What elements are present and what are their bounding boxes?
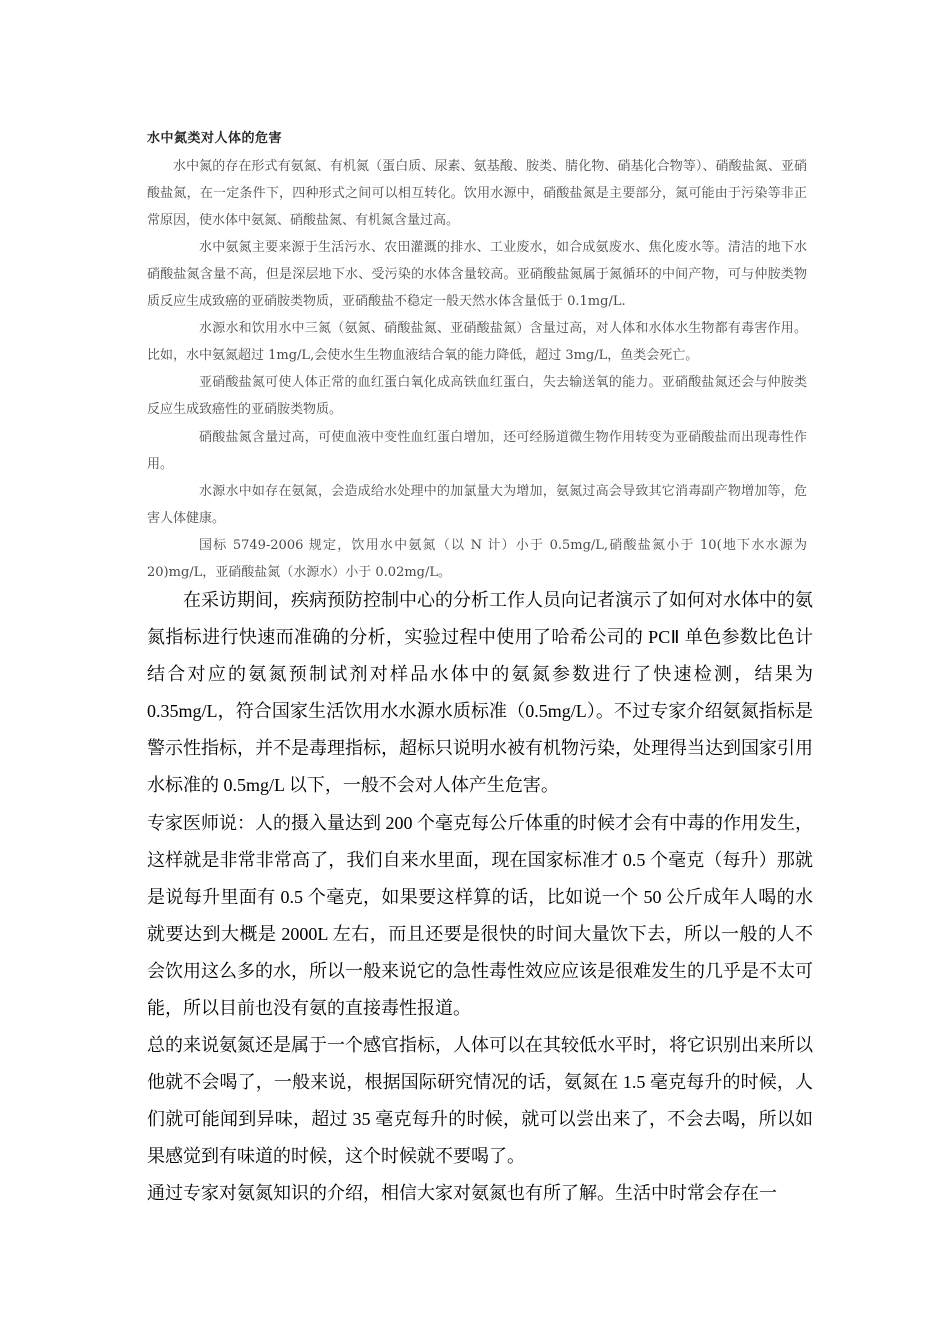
document-title: 水中氮类对人体的危害 (147, 131, 283, 146)
paragraph-chlorination-impact: 水源水中如存在氨氮，会造成给水处理中的加氯量大为增加，氨氮过高会导致其它消毒副产物增加等，危害人体健康。 (147, 484, 807, 526)
paragraph-interview-demo: 在采访期间，疾病预防控制中心的分析工作人员向记者演示了如何对水体中的氨氮指标进行快速而准确的分析，实验过程中使用了哈希公司的 PCⅡ 单色参数比色计结合对应的氨氮预制试剂对样品水体中的氨氮参数进行了快速检测，结果为 0.35mg/L，符合国家生活饮用水水源水质标准（0.5mg/L）。不过专家介绍氨氮指标是警示性指标，并不是毒理指标，超标只说明水被有机物污染，处理得当达到国家引用水标准的 0.5mg/L 以下，一般不会对人体产生危害。 (147, 590, 813, 795)
paragraph-sensory-indicator: 总的来说氨氮还是属于一个感官指标，人体可以在其较低水平时，将它识别出来所以他就不会喝了，一般来说，根据国际研究情况的话，氨氮在 1.5 毫克每升的时候，人们就可能闻到异味，超过 35 毫克每升的时候，就可以尝出来了，不会去喝，所以如果感觉到有味道的时候，这个时候就不要喝了。 (147, 1035, 813, 1166)
paragraph-ammonia-sources: 水中氨氮主要来源于生活污水、农田灌溉的排水、工业废水，如合成氨废水、焦化废水等。清洁的地下水硝酸盐氮含量不高，但是深层地下水、受污染的水体含量较高。亚硝酸盐氮属于氮循环的中间产物，可与仲胺类物质反应生成致癌的亚硝胺类物质，亚硝酸盐不稳定一般天然水体含量低于 0.1mg/L. (147, 240, 807, 309)
paragraph-expert-physician: 专家医师说：人的摄入量达到 200 个毫克每公斤体重的时候才会有中毒的作用发生，这样就是非常非常高了，我们自来水里面，现在国家标准才 0.5 个毫克（每升）那就是说每升里面有 0.5 个毫克，如果要这样算的话，比如说一个 50 公斤成年人喝的水就要达到大概是 2000L 左右，而且还要是很快的时间大量饮下去，所以一般的人不会饮用这么多的水，所以一般来说它的急性毒性效应应该是很难发生的几乎是不太可能，所以目前也没有氨的直接毒性报道。 (147, 813, 813, 1018)
paragraph-nitrate-effects: 硝酸盐氮含量过高，可使血液中变性血红蛋白增加，还可经肠道微生物作用转变为亚硝酸盐而出现毒性作用。 (147, 430, 807, 472)
paragraph-national-standard: 国标 5749-2006 规定，饮用水中氨氮（以 N 计）小于 0.5mg/L,硝酸盐氮小于 10(地下水水源为 20)mg/L，亚硝酸盐氮（水源水）小于 0.02mg/L。 (147, 538, 807, 580)
paragraph-three-nitrogen-toxicity: 水源水和饮用水中三氮（氨氮、硝酸盐氮、亚硝酸盐氮）含量过高，对人体和水体水生物都有毒害作用。比如，水中氨氮超过 1mg/L,会使水生生物血液结合氧的能力降低，超过 3mg/L，鱼类会死亡。 (147, 321, 807, 363)
paragraph-summary: 通过专家对氨氮知识的介绍，相信大家对氨氮也有所了解。生活中时常会存在一 (147, 1183, 777, 1203)
paragraph-nitrogen-forms: 水中氮的存在形式有氨氮、有机氮（蛋白质、尿素、氨基酸、胺类、腈化物、硝基化合物等）、硝酸盐氮、亚硝酸盐氮，在一定条件下，四种形式之间可以相互转化。饮用水源中，硝酸盐氮是主要部分，氮可能由于污染等非正常原因，使水体中氨氮、硝酸盐氮、有机氮含量过高。 (147, 159, 807, 228)
paragraph-nitrite-effects: 亚硝酸盐氮可使人体正常的血红蛋白氧化成高铁血红蛋白，失去输送氧的能力。亚硝酸盐氮还会与仲胺类反应生成致癌性的亚硝胺类物质。 (147, 375, 807, 417)
